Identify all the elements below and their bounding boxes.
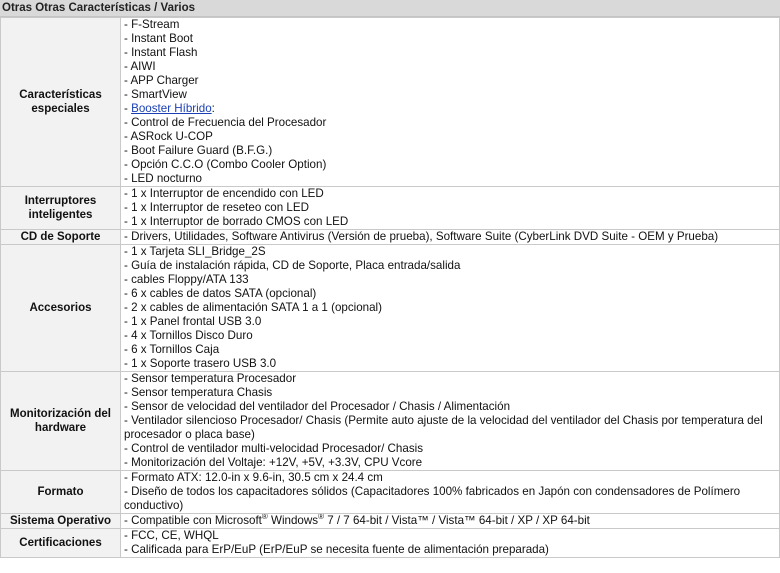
list-item: - Ventilador silencioso Procesador/ Chasis (Permite auto ajuste de la velocidad del ventilador del Chasis por temperatura del procesador o placa base)	[124, 414, 763, 441]
value-interruptores	[121, 187, 780, 230]
value-certificaciones	[121, 529, 780, 558]
list-item: - Sensor temperatura Chasis	[124, 386, 273, 399]
list-item: - 4 x Tornillos Disco Duro	[124, 329, 253, 342]
list-item: - ASRock U-COP	[124, 130, 213, 143]
list-item: - 1 x Interruptor de encendido con LED	[124, 187, 324, 200]
list-item: - 6 x cables de datos SATA (opcional)	[124, 287, 317, 300]
value-caracteristicas	[121, 18, 780, 187]
value-so	[121, 514, 780, 529]
list-item: - 2 x cables de alimentación SATA 1 a 1 (opcional)	[124, 301, 382, 314]
list-item: - 1 x Interruptor de reseteo con LED	[124, 201, 309, 214]
row-interruptores	[1, 187, 780, 230]
section-title: Otras Otras Características / Varios	[0, 0, 780, 17]
label-certificaciones: Certificaciones	[1, 529, 121, 558]
label-cd: CD de Soporte	[1, 230, 121, 245]
list-item-booster	[124, 102, 779, 116]
label-accesorios: Accesorios	[1, 245, 121, 372]
label-formato: Formato	[1, 471, 121, 514]
registered-mark: ®	[261, 514, 268, 522]
label-monitorizacion: Monitorización del hardware	[1, 372, 121, 471]
list-item: - Drivers, Utilidades, Software Antivirus (Versión de prueba), Software Suite (CyberLink DVD Suite - OEM y Prueba)	[124, 230, 719, 243]
label-so: Sistema Operativo	[1, 514, 121, 529]
list-item: - 1 x Tarjeta SLI_Bridge_2S	[124, 245, 266, 258]
row-monitorizacion	[1, 372, 780, 471]
list-item: - Formato ATX: 12.0-in x 9.6-in, 30.5 cm x 24.4 cm	[124, 471, 383, 484]
list-item: - Diseño de todos los capacitadores sólidos (Capacitadores 100% fabricados en Japón con condensadores de Polímero conductivo)	[124, 485, 741, 512]
list-item: - Opción C.C.O (Combo Cooler Option)	[124, 158, 327, 171]
row-cd	[1, 230, 780, 245]
list-item: - cables Floppy/ATA 133	[124, 273, 249, 286]
list-item: - Instant Flash	[124, 46, 198, 59]
list-item: - Control de Frecuencia del Procesador	[124, 116, 327, 129]
value-cd	[121, 230, 780, 245]
list-item: - Sensor temperatura Procesador	[124, 372, 297, 385]
row-formato	[1, 471, 780, 514]
list-item: - Calificada para ErP/EuP (ErP/EuP se necesita fuente de alimentación preparada)	[124, 543, 549, 556]
list-item: - Monitorización del Voltaje: +12V, +5V, +3.3V, CPU Vcore	[124, 456, 423, 469]
registered-mark: ®	[318, 514, 324, 522]
list-item: - Boot Failure Guard (B.F.G.)	[124, 144, 273, 157]
list-item: - 6 x Tornillos Caja	[124, 343, 220, 356]
list-item: - AIWI	[124, 60, 156, 73]
value-formato	[121, 471, 780, 514]
booster-suffix: :	[211, 102, 215, 115]
label-interruptores: Interruptores inteligentes	[1, 187, 121, 230]
row-so	[1, 514, 780, 529]
value-accesorios	[121, 245, 780, 372]
row-accesorios	[1, 245, 780, 372]
so-part-1: - Compatible con Microsoft	[124, 514, 262, 527]
list-item: - Control de ventilador multi-velocidad Procesador/ Chasis	[124, 442, 423, 455]
row-caracteristicas	[1, 18, 780, 187]
so-part-3: 7 / 7 64-bit / Vista™ / Vista™ 64-bit / XP / XP 64-bit	[323, 514, 590, 527]
list-item	[124, 514, 779, 528]
list-item: - LED nocturno	[124, 172, 202, 185]
list-item: - F-Stream	[124, 18, 180, 31]
list-item: - Guía de instalación rápida, CD de Soporte, Placa entrada/salida	[124, 259, 461, 272]
value-monitorizacion	[121, 372, 780, 471]
list-item: - SmartView	[124, 88, 187, 101]
list-item: - FCC, CE, WHQL	[124, 529, 219, 542]
row-certificaciones	[1, 529, 780, 558]
list-item: - 1 x Panel frontal USB 3.0	[124, 315, 262, 328]
list-item: - APP Charger	[124, 74, 199, 87]
spec-table	[0, 17, 780, 558]
list-item: - Instant Boot	[124, 32, 193, 45]
list-item: - 1 x Interruptor de borrado CMOS con LED	[124, 215, 349, 228]
label-caracteristicas: Características especiales	[1, 18, 121, 187]
booster-prefix: -	[124, 102, 132, 115]
list-item: - Sensor de velocidad del ventilador del Procesador / Chasis / Alimentación	[124, 400, 511, 413]
list-item: - 1 x Soporte trasero USB 3.0	[124, 357, 277, 370]
booster-hibrido-link[interactable]: Booster Híbrido	[131, 102, 212, 115]
so-part-2: Windows	[267, 514, 319, 527]
